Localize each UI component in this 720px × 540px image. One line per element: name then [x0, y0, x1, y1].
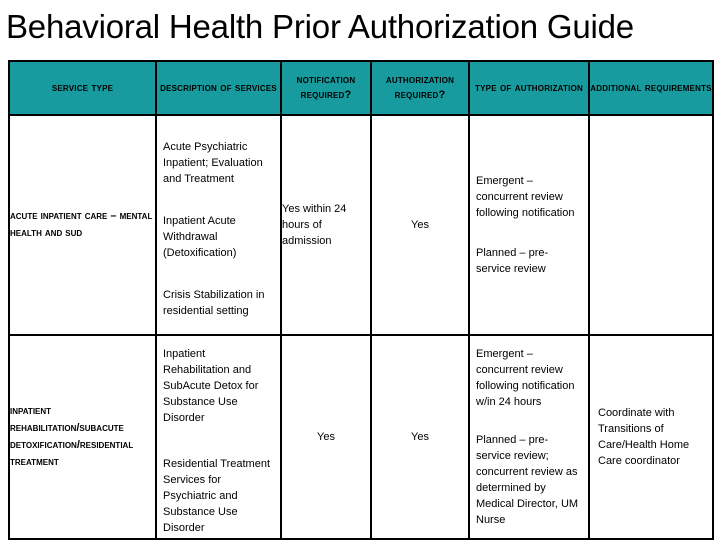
cell-service-type: inpatient rehabilitation/subacute detoxification/residential treatment	[9, 335, 156, 539]
column-header-authorization-required: authorization required?	[371, 61, 469, 115]
authorization-type-item: Emergent – concurrent review following notification w/in 24 hours	[476, 348, 575, 408]
cell-type-of-authorization	[469, 115, 589, 335]
description-item: Inpatient Rehabilitation and SubAcute Detox for Substance Use Disorder	[163, 347, 259, 424]
description-item: Acute Psychiatric Inpatient; Evaluation and Treatment	[163, 141, 263, 185]
description-list	[157, 131, 280, 319]
cell-description	[156, 335, 281, 539]
table-header	[9, 61, 713, 115]
cell-service-type: acute inpatient care – mental health and sud	[9, 115, 156, 335]
column-header-additional-requirements: additional requirements	[589, 61, 713, 115]
prior-authorization-table	[8, 60, 714, 540]
authorization-type-list	[470, 173, 588, 277]
guide-table-container	[8, 60, 712, 540]
table-body	[9, 115, 713, 539]
cell-authorization-required: Yes	[371, 335, 469, 539]
table-row	[9, 335, 713, 539]
authorization-type-list	[470, 346, 588, 528]
page-title: Behavioral Health Prior Authorization Guide	[6, 8, 634, 45]
column-header-type-of-authorization: type of authorization	[469, 61, 589, 115]
description-list	[157, 339, 280, 536]
cell-description	[156, 115, 281, 335]
cell-additional-requirements	[589, 115, 713, 335]
column-header-description: description of services	[156, 61, 281, 115]
column-header-service-type: service type	[9, 61, 156, 115]
description-item: Crisis Stabilization in residential setting	[163, 289, 265, 317]
column-header-notification-required: notification required?	[281, 61, 371, 115]
cell-type-of-authorization	[469, 335, 589, 539]
description-item: Residential Treatment Services for Psychiatric and Substance Use Disorder	[163, 457, 270, 534]
cell-authorization-required: Yes	[371, 115, 469, 335]
cell-notification-required: Yes	[281, 335, 371, 539]
description-item: Inpatient Acute Withdrawal (Detoxification)	[163, 215, 237, 259]
table-row	[9, 115, 713, 335]
authorization-type-item: Emergent – concurrent review following notification	[476, 175, 575, 219]
cell-additional-requirements: Coordinate with Transitions of Care/Health Home Care coordinator	[589, 335, 713, 539]
authorization-type-item: Planned – pre-service review	[476, 247, 549, 275]
header-row	[9, 61, 713, 115]
authorization-type-item: Planned – pre-service review; concurrent review as determined by Medical Director, UM Nurse	[476, 434, 579, 526]
cell-notification-required: Yes within 24 hours of admission	[281, 115, 371, 335]
